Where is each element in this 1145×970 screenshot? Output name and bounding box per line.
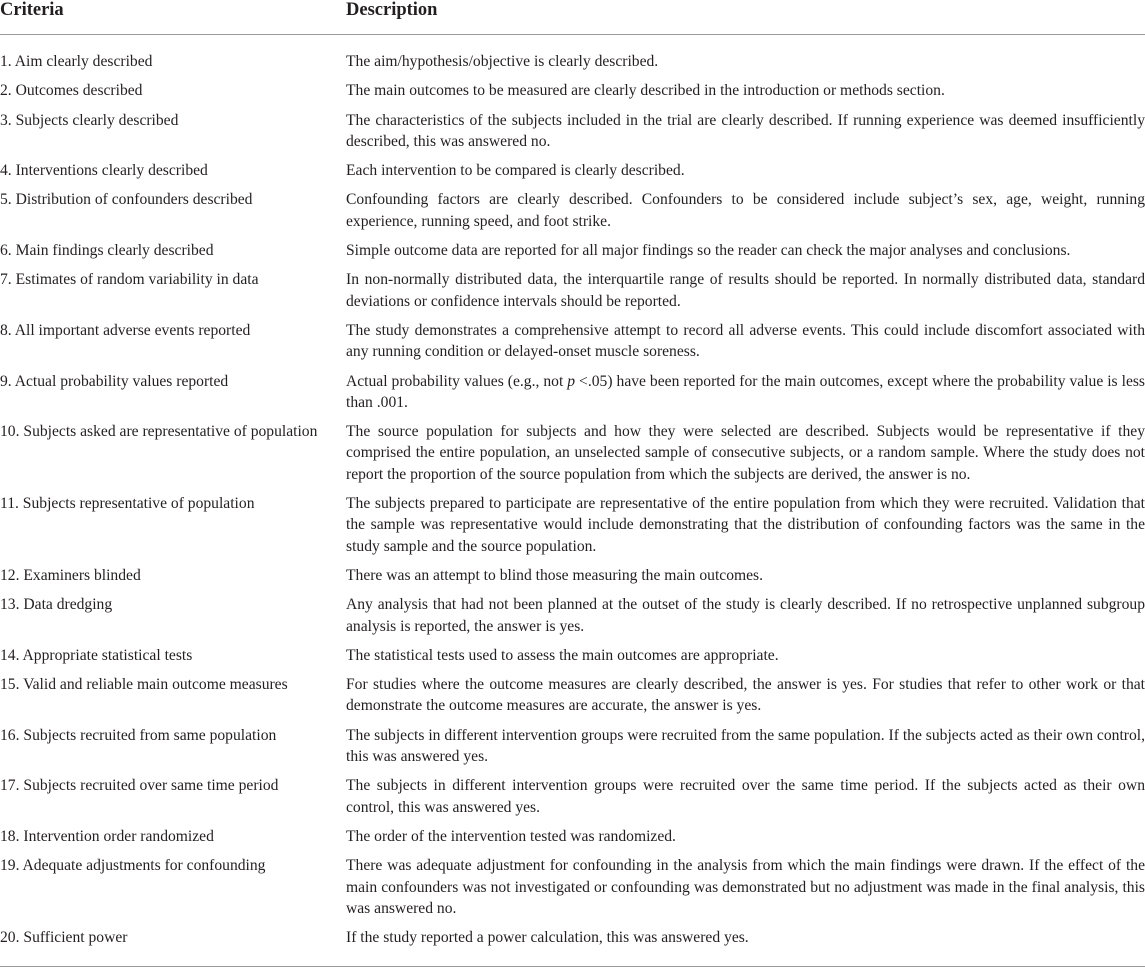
criteria-cell: 19. Adequate adjustments for confounding bbox=[0, 857, 266, 875]
criteria-cell: 4. Interventions clearly described bbox=[0, 162, 208, 180]
criteria-cell: 11. Subjects representative of population bbox=[0, 495, 255, 513]
table-row bbox=[0, 775, 1145, 826]
description-text: <.05) have been reported for the main outcomes, except where the probability value is less than .001. bbox=[346, 372, 1145, 411]
criteria-cell: 18. Intervention order randomized bbox=[0, 827, 214, 845]
table-row bbox=[0, 594, 1145, 645]
criteria-cell: 17. Subjects recruited over same time period bbox=[0, 777, 279, 795]
description-cell: The subjects prepared to participate are representative of the entire population from which they were recruited. Validation that the sample was representative would include demonstrating that the distribution of confounding factors was the same in the study sample and the source population. bbox=[346, 495, 1145, 555]
description-cell: Any analysis that had not been planned at the outset of the study is clearly described. If no retrospective unplanned subgroup analysis is reported, the answer is yes. bbox=[346, 596, 1145, 635]
p-value-symbol: p bbox=[567, 372, 576, 390]
criteria-cell: 1. Aim clearly described bbox=[0, 53, 153, 70]
description-cell: The study demonstrates a comprehensive attempt to record all adverse events. This could include discomfort associated with any running condition or delayed-onset muscle soreness. bbox=[346, 321, 1145, 361]
description-cell bbox=[345, 371, 1145, 422]
criteria-cell: 16. Subjects recruited from same population bbox=[0, 726, 277, 744]
table-row bbox=[0, 269, 1145, 320]
description-cell: There was adequate adjustment for confounding in the analysis from which the main findings were drawn. If the effect of the main confounders was not investigated or confounding was demonstrated but no adjustment was made in the final analysis, this was answered no. bbox=[346, 857, 1145, 917]
table-row bbox=[0, 35, 1145, 81]
criteria-cell: 7. Estimates of random variability in data bbox=[0, 271, 259, 289]
table-row bbox=[0, 240, 1145, 269]
table-row bbox=[0, 320, 1145, 371]
criteria-cell: 12. Examiners blinded bbox=[0, 566, 141, 584]
table-row bbox=[0, 645, 1145, 674]
table-header bbox=[0, 0, 1145, 35]
criteria-cell: 5. Distribution of confounders described bbox=[0, 191, 253, 209]
description-cell: The source population for subjects and how they were selected are described. Subjects would be representative if they comprised the entire population, an unselected sample of consecutive subjects, or a random sample. Where the study does not report the proportion of the source population from which the subjects are derived, the answer is no. bbox=[346, 423, 1145, 483]
description-cell: Simple outcome data are reported for all major findings so the reader can check the major analyses and conclusions. bbox=[346, 242, 1071, 260]
table-row bbox=[0, 674, 1145, 725]
description-cell: The statistical tests used to assess the main outcomes are appropriate. bbox=[346, 646, 779, 664]
criteria-cell: 2. Outcomes described bbox=[0, 82, 143, 100]
criteria-cell: 10. Subjects asked are representative of population bbox=[0, 423, 318, 441]
criteria-cell: 6. Main findings clearly described bbox=[0, 242, 214, 260]
description-cell: The characteristics of the subjects included in the trial are clearly described. If running experience was deemed insufficiently described, this was answered no. bbox=[346, 111, 1145, 150]
column-header-description: Description bbox=[345, 0, 1145, 35]
table-row bbox=[0, 927, 1145, 967]
description-cell: In non-normally distributed data, the interquartile range of results should be reported. In normally distributed data, standard deviations or confidence intervals should be reported. bbox=[346, 271, 1145, 310]
criteria-cell: 15. Valid and reliable main outcome measures bbox=[0, 676, 288, 694]
description-cell: The order of the intervention tested was randomized. bbox=[346, 827, 676, 845]
table-row bbox=[0, 371, 1145, 422]
criteria-cell: 14. Appropriate statistical tests bbox=[0, 646, 193, 664]
table-row bbox=[0, 80, 1145, 109]
description-cell: For studies where the outcome measures are clearly described, the answer is yes. For studies that refer to other work or that demonstrate the outcome measures are accurate, the answer is yes. bbox=[346, 676, 1145, 715]
table-row bbox=[0, 189, 1145, 240]
criteria-cell: 20. Sufficient power bbox=[0, 929, 128, 947]
header-row bbox=[0, 0, 1145, 35]
table-row bbox=[0, 826, 1145, 855]
criteria-cell: 8. All important adverse events reported bbox=[0, 321, 251, 339]
table-row bbox=[0, 565, 1145, 594]
description-cell: The main outcomes to be measured are clearly described in the introduction or methods section. bbox=[346, 82, 945, 100]
table-body bbox=[0, 35, 1145, 967]
table-row bbox=[0, 110, 1145, 161]
table-row bbox=[0, 493, 1145, 565]
description-cell: The aim/hypothesis/objective is clearly described. bbox=[346, 53, 659, 70]
description-cell: The subjects in different intervention groups were recruited from the same population. If the subjects acted as their own control, this was answered yes. bbox=[346, 726, 1145, 766]
criteria-cell: 13. Data dredging bbox=[0, 596, 113, 614]
criteria-cell: 9. Actual probability values reported bbox=[0, 372, 229, 390]
table-row bbox=[0, 855, 1145, 927]
column-header-criteria: Criteria bbox=[0, 0, 345, 35]
table-row bbox=[0, 160, 1145, 189]
table-row bbox=[0, 421, 1145, 493]
description-text: Actual probability values (e.g., not bbox=[346, 372, 568, 390]
description-cell: Confounding factors are clearly described. Confounders to be considered include subject’s sex, age, weight, running experience, running speed, and foot strike. bbox=[346, 191, 1145, 230]
description-cell: The subjects in different intervention groups were recruited over the same time period. If the subjects acted as their own control, this was answered yes. bbox=[346, 777, 1145, 816]
description-cell: Each intervention to be compared is clearly described. bbox=[346, 162, 685, 180]
table-row bbox=[0, 725, 1145, 776]
criteria-cell: 3. Subjects clearly described bbox=[0, 111, 179, 129]
description-cell: If the study reported a power calculation, this was answered yes. bbox=[346, 929, 749, 947]
description-cell: There was an attempt to blind those measuring the main outcomes. bbox=[346, 566, 764, 584]
